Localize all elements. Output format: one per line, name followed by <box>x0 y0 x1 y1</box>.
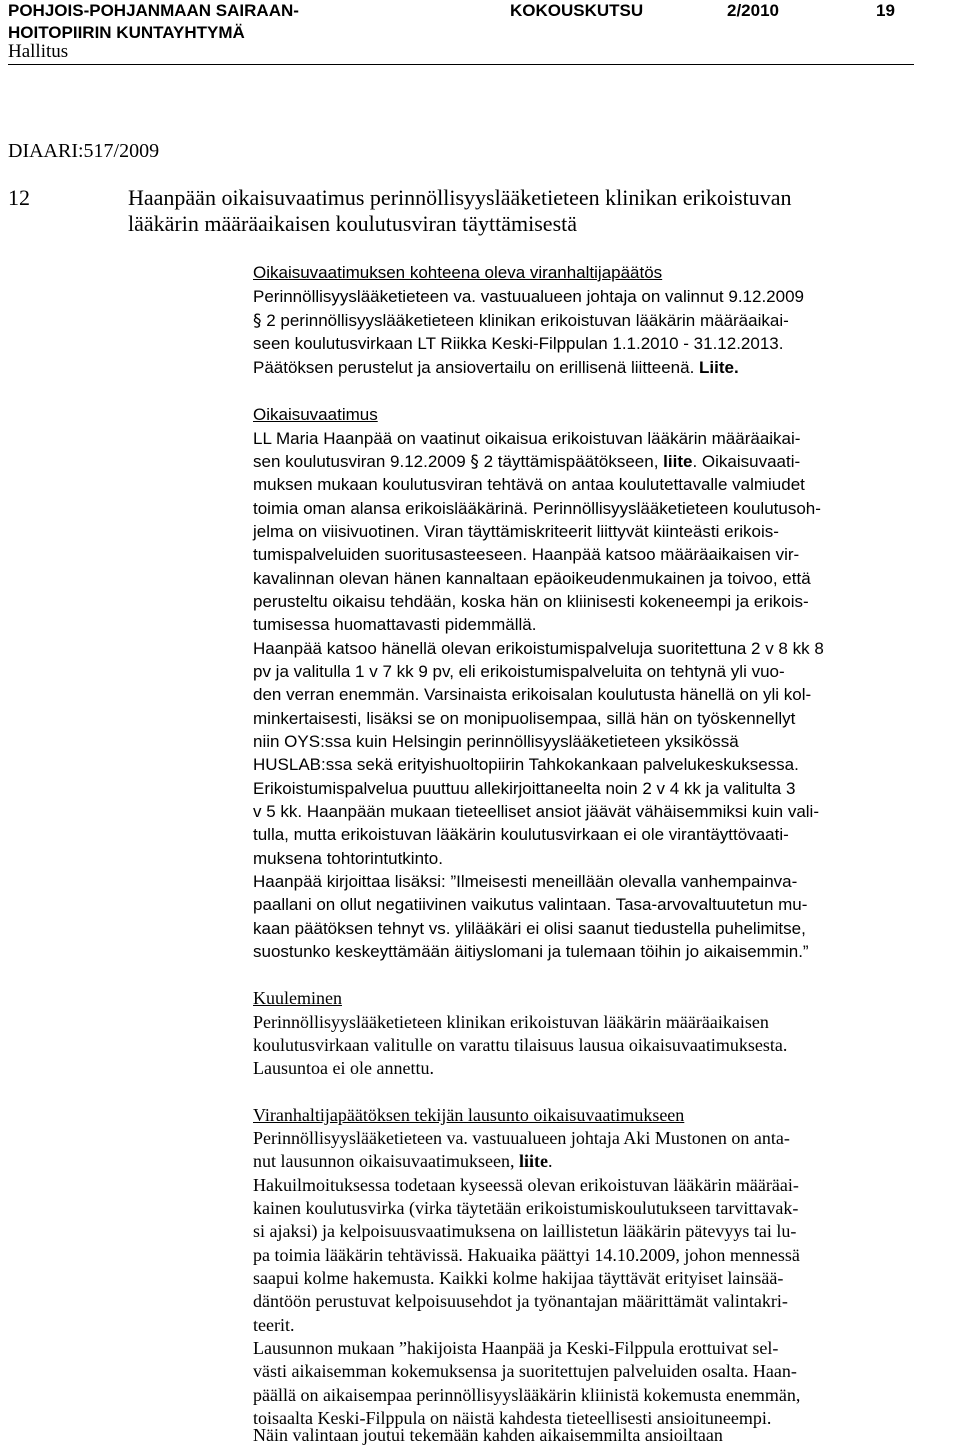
text-line: pa toimia lääkärin tehtävissä. Hakuaika päättyi 14.10.2009, johon mennessä <box>253 1245 800 1265</box>
text-line: kavalinnan olevan hänen kannaltaan epäoikeudenmukainen ja toivoo, että <box>253 569 811 588</box>
text-line: Näin valintaan joutui tekemään kahden aikaisemmilta ansioiltaan <box>253 1425 723 1445</box>
text-line: västi aikaisemman kokemuksensa ja suoritettujen palveluiden osalta. Haan- <box>253 1361 797 1381</box>
organization-name-line1: POHJOIS-POHJANMAAN SAIRAAN- <box>8 1 299 20</box>
section-sign: § <box>470 452 479 472</box>
text-line: tulla, mutta erikoistuvan lääkärin koulutusvirkaan ei ole virantäyttövaati- <box>253 825 789 844</box>
text-line: kaan päätöksen tehnyt vs. ylilääkäri ei olisi saanut tiedustella puhelimitse, <box>253 919 806 938</box>
text-line: Erikoistumispalvelua puuttuu allekirjoittaneelta noin 2 v 4 kk ja valitulta 3 <box>253 779 796 798</box>
text-line: muksen mukaan koulutusviran tehtävä on antaa koulutettavalle valmiudet <box>253 475 805 494</box>
item-number: 12 <box>8 185 30 210</box>
text-line: nut lausunnon oikaisuvaatimukseen, liite. <box>253 1151 553 1171</box>
text-line: si ajaksi) ja kelpoisuusvaatimuksena on laillistetun lääkärin pätevyys tai lu- <box>253 1221 797 1241</box>
official-statement-heading: Viranhaltijapäätöksen tekijän lausunto oikaisuvaatimukseen <box>253 1105 685 1125</box>
appeal-heading: Oikaisuvaatimus <box>253 405 378 424</box>
item-title <box>128 185 791 237</box>
organization-name-line2: HOITOPIIRIN KUNTAYHTYMÄ <box>8 23 245 42</box>
text-line: HUSLAB:ssa sekä erityishuoltopiirin Tahkokankaan palvelukeskuksessa. <box>253 755 799 774</box>
text-line: jelma on viisivuotinen. Viran täyttämiskriteerit liittyvät kiinteästi erikois- <box>253 522 779 541</box>
text-line: muksena tohtorintutkinto. <box>253 849 443 868</box>
text-line: Perinnöllisyyslääketieteen va. vastuualueen johtaja on valinnut 9.12.2009 <box>253 287 804 306</box>
text-line: tumisessa huomattavasti pidemmällä. <box>253 615 537 634</box>
attachment-label: Liite. <box>699 358 739 377</box>
text-line: seen koulutusvirkaan LT Riikka Keski-Filppulan 1.1.2010 - 31.12.2013. <box>253 334 784 353</box>
section-heading: Hallitus <box>8 40 914 65</box>
text-line: päällä on aikaisempaa perinnöllisyyslääkärin kliinistä kokemusta enemmän, <box>253 1385 801 1405</box>
attachment-label: liite <box>663 452 693 471</box>
organization-name <box>8 0 299 44</box>
text-line: tumispalveluiden suoritusasteeseen. Haanpää katsoo määräaikaisen vir- <box>253 545 800 564</box>
text-line: § 2 perinnöllisyyslääketieteen klinikan erikoistuvan lääkärin määräaikai- <box>253 311 789 331</box>
text-line: kainen koulutusvirka (virka täytetään erikoistumiskoulutukseen tarvittavak- <box>253 1198 799 1218</box>
text-line: saapui kolme hakemusta. Kaikki kolme hakijaa täyttävät erityiset lainsää- <box>253 1268 784 1288</box>
text-line: suostunko keskeyttämään äitiyslomani ja tulemaan töihin jo aikaisemmin.” <box>253 942 809 961</box>
text-line: koulutusvirkaan valitulle on varattu tilaisuus lausua oikaisuvaatimuksesta. <box>253 1035 788 1055</box>
diary-number: DIAARI:517/2009 <box>8 140 160 162</box>
text-line: Lausuntoa ei ole annettu. <box>253 1058 434 1078</box>
text-line: Päätöksen perustelut ja ansiovertailu on erillisenä liitteenä. Liite. <box>253 358 739 377</box>
text-line: paallani on ollut negatiivinen vaikutus valintaan. Tasa-arvovaltuutetun mu- <box>253 895 808 914</box>
text-line: däntöön perustuvat kelpoisuusehdot ja työnantajan määrittämät valintakri- <box>253 1291 788 1311</box>
text-line: toisaalta Keski-Filppula on näistä kahdesta tieteellisesti ansioituneempi. <box>253 1408 772 1428</box>
page-number: 19 <box>876 1 895 20</box>
text-line: sen koulutusviran 9.12.2009 § 2 täyttämispäätökseen, liite. Oikaisuvaati- <box>253 452 801 472</box>
text-line: toimia oman alansa erikoislääkärinä. Perinnöllisyyslääketieteen koulutusoh- <box>253 499 821 518</box>
section-sign: § <box>253 311 262 331</box>
text-line: Haanpää katsoo hänellä olevan erikoistumispalveluja suoritettuna 2 v 8 kk 8 <box>253 639 824 658</box>
appealed-decision-heading: Oikaisuvaatimuksen kohteena oleva viranhaltijapäätös <box>253 263 663 282</box>
hearing-heading: Kuuleminen <box>253 988 342 1008</box>
text-line: minkertaisesti, lisäksi se on monipuolisempaa, sillä hän on työskennellyt <box>253 709 796 728</box>
text-line: den verran enemmän. Varsinaista erikoisalan koulutusta hänellä on yli kol- <box>253 685 812 704</box>
text-line: perusteltu oikaisu tehdään, koska hän on kliinisesti kokeneempi ja erikois- <box>253 592 809 611</box>
text-line: Haanpää kirjoittaa lisäksi: ”Ilmeisesti meneillään olevalla vanhempainva- <box>253 872 798 891</box>
text-line: Lausunnon mukaan ”hakijoista Haanpää ja Keski-Filppula erottuivat sel- <box>253 1338 779 1358</box>
document-type: KOKOUSKUTSU <box>510 1 644 20</box>
text-line: Perinnöllisyyslääketieteen klinikan erikoistuvan lääkärin määräaikaisen <box>253 1012 769 1032</box>
item-title-line1: Haanpään oikaisuvaatimus perinnöllisyyslääketieteen klinikan erikoistuvan <box>128 185 792 210</box>
text-line: v 5 kk. Haanpään mukaan tieteelliset ansiot jäävät vähäisemmiksi kuin vali- <box>253 802 819 821</box>
attachment-label: liite <box>518 1151 548 1171</box>
text-line: LL Maria Haanpää on vaatinut oikaisua erikoistuvan lääkärin määräaikai- <box>253 429 801 448</box>
text-line: niin OYS:ssa kuin Helsingin perinnöllisyyslääketieteen yksikössä <box>253 732 739 751</box>
issue-number: 2/2010 <box>727 1 779 20</box>
item-title-line2: lääkärin määräaikaisen koulutusviran täyttämisestä <box>128 211 578 236</box>
text-line: pv ja valitulla 1 v 7 kk 9 pv, eli erikoistumispalveluita on tehtynä yli vuo- <box>253 662 785 681</box>
text-line: Perinnöllisyyslääketieteen va. vastuualueen johtaja Aki Mustonen on antа- <box>253 1128 790 1148</box>
text-line: Hakuilmoituksessa todetaan kyseessä olevan erikoistuvan lääkärin määräai- <box>253 1175 799 1195</box>
text-line: teerit. <box>253 1315 295 1335</box>
